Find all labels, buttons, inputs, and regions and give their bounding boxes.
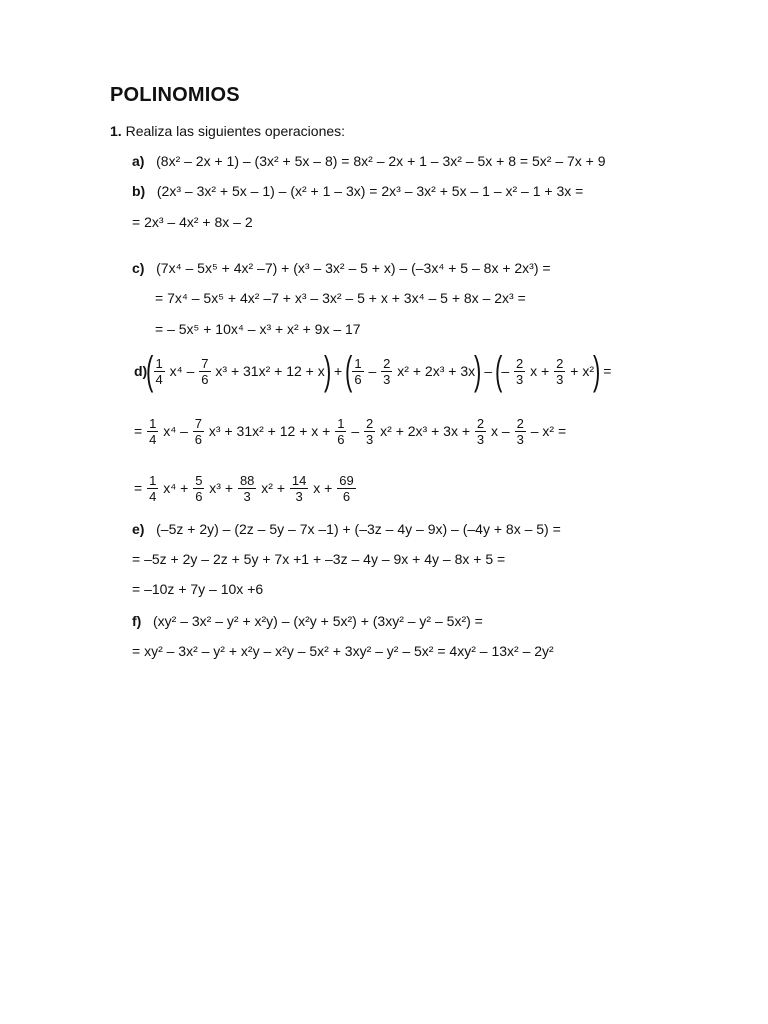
item-f-line-1 bbox=[132, 612, 483, 630]
fraction: $\frac{88}{3}$ bbox=[239, 472, 255, 504]
close-paren: ) bbox=[592, 349, 601, 393]
item-d-line-1: d) ( $\frac{1}{4}$ x⁴ – $\frac{7}{6}$ x³ + 31x² + 12 + x ) + ( $\frac{1}{6}$ – $\frac{2}{3}$ x² + 2x³ + 3x ) – ( – $\frac{2}{3}$ x + $\frac{2}{3}$ + x² ) = bbox=[134, 349, 612, 393]
close-paren: ) bbox=[323, 349, 332, 393]
item-b-label: b) bbox=[132, 183, 146, 199]
fraction: $\frac{1}{6}$ bbox=[354, 355, 362, 387]
fraction: $\frac{2}{3}$ bbox=[366, 415, 374, 447]
open-paren: ( bbox=[345, 349, 353, 393]
fraction: $\frac{2}{3}$ bbox=[516, 355, 524, 387]
fraction: $\frac{7}{6}$ bbox=[201, 355, 209, 387]
item-c-line-1 bbox=[132, 259, 551, 277]
fraction: $\frac{1}{4}$ bbox=[155, 355, 163, 387]
item-a-label: a) bbox=[132, 153, 145, 169]
item-f-label: f) bbox=[132, 613, 142, 629]
item-d-label: d) bbox=[134, 363, 148, 379]
fraction: $\frac{2}{3}$ bbox=[476, 415, 485, 447]
exercise-1-heading bbox=[110, 122, 345, 140]
item-d-line-2: = $\frac{1}{4}$ x⁴ – $\frac{7}{6}$ x³ + 31x² + 12 + x + $\frac{1}{6}$ – $\frac{2}{3}$ x² + 2x³ + 3x + $\frac{2}{3}$ x – $\frac{2}{3}$ – x² = bbox=[134, 415, 567, 447]
fraction: $\frac{5}{6}$ bbox=[195, 472, 203, 504]
item-f-expression: (xy² – 3x² – y² + x²y) – (x²y + 5x²) + (3xy² – y² – 5x²) = bbox=[153, 613, 483, 629]
item-c-label: c) bbox=[132, 260, 145, 276]
item-c-expression: (7x⁴ – 5x⁵ + 4x² –7) + (x³ – 3x² – 5 + x) – (–3x⁴ + 5 – 8x + 2x³) = bbox=[156, 260, 551, 276]
fraction: $\frac{2}{3}$ bbox=[383, 355, 391, 387]
item-e-line-1 bbox=[132, 520, 561, 538]
close-paren: ) bbox=[474, 349, 482, 393]
fraction: $\frac{2}{3}$ bbox=[516, 415, 524, 447]
page-title: POLINOMIOS bbox=[110, 84, 240, 106]
item-d-line-3: = $\frac{1}{4}$ x⁴ + $\frac{5}{6}$ x³ + $\frac{88}{3}$ x² + $\frac{14}{3}$ x + $\frac{69}{6}$ bbox=[134, 472, 354, 504]
item-a-expression: (8x² – 2x + 1) – (3x² + 5x – 8) = 8x² – 2x + 1 – 3x² – 5x + 8 = 5x² – 7x + 9 bbox=[156, 153, 606, 169]
fraction: $\frac{2}{3}$ bbox=[556, 355, 564, 387]
open-paren: ( bbox=[495, 349, 503, 393]
exercise-number: 1. bbox=[110, 123, 122, 139]
fraction: $\frac{69}{6}$ bbox=[339, 472, 354, 504]
item-c-line-2: = 7x⁴ – 5x⁵ + 4x² –7 + x³ – 3x² – 5 + x + 3x⁴ – 5 + 8x – 2x³ = bbox=[155, 290, 526, 306]
item-b-line-2: = 2x³ – 4x² + 8x – 2 bbox=[132, 214, 253, 230]
item-c-line-3: = – 5x⁵ + 10x⁴ – x³ + x² + 9x – 17 bbox=[155, 321, 361, 337]
item-e-line-3: = –10z + 7y – 10x +6 bbox=[132, 581, 264, 597]
item-e-line-2: = –5z + 2y – 2z + 5y + 7x +1 + –3z – 4y – 9x + 4y – 8x + 5 = bbox=[132, 551, 506, 567]
fraction: $\frac{1}{6}$ bbox=[337, 415, 345, 447]
item-b-expression: (2x³ – 3x² + 5x – 1) – (x² + 1 – 3x) = 2x³ – 3x² + 5x – 1 – x² – 1 + 3x = bbox=[156, 183, 584, 199]
fraction: $\frac{14}{3}$ bbox=[291, 472, 307, 504]
item-a-line-1 bbox=[132, 152, 606, 170]
open-paren: ( bbox=[146, 349, 154, 393]
fraction: $\frac{1}{4}$ bbox=[149, 415, 157, 447]
item-e-label: e) bbox=[132, 521, 145, 537]
fraction: $\frac{7}{6}$ bbox=[194, 415, 203, 447]
item-e-expression: (–5z + 2y) – (2z – 5y – 7x –1) + (–3z – 4y – 9x) – (–4y + 8x – 5) = bbox=[156, 521, 561, 537]
fraction: $\frac{1}{4}$ bbox=[149, 472, 157, 504]
item-b-line-1 bbox=[132, 182, 583, 200]
item-f-line-2: = xy² – 3x² – y² + x²y – x²y – 5x² + 3xy² – y² – 5x² = 4xy² – 13x² – 2y² bbox=[132, 643, 554, 659]
exercise-statement: Realiza las siguientes operaciones: bbox=[125, 123, 346, 139]
